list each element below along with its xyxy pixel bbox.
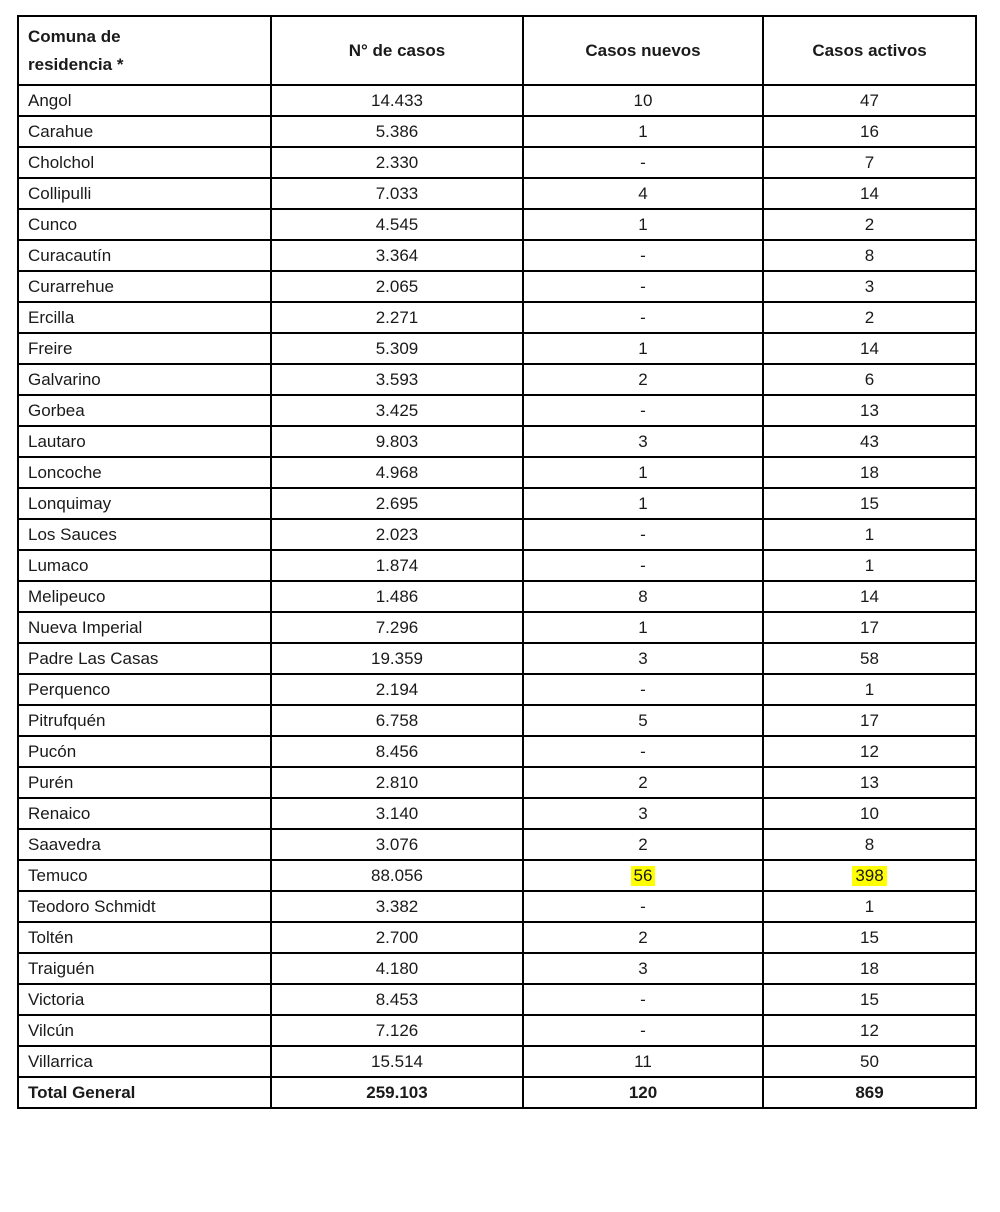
value-cell: 3 [523,953,763,984]
value-cell: 4 [523,178,763,209]
value-cell: 259.103 [271,1077,523,1108]
value-cell: 11 [523,1046,763,1077]
table-row [18,767,976,798]
value-cell: 1 [523,116,763,147]
value-cell: 8.453 [271,984,523,1015]
value-cell: 2.194 [271,674,523,705]
value-cell: 43 [763,426,976,457]
value-cell: 12 [763,736,976,767]
comuna-cell: Loncoche [18,457,271,488]
comuna-cell: Galvarino [18,364,271,395]
value-cell: 10 [763,798,976,829]
value-cell: 18 [763,953,976,984]
value-cell: 7.033 [271,178,523,209]
cases-table [17,15,977,1109]
value-cell: - [523,984,763,1015]
comuna-cell: Los Sauces [18,519,271,550]
table-row [18,1015,976,1046]
value-cell: 19.359 [271,643,523,674]
value-cell: 2 [523,364,763,395]
value-cell: 15 [763,922,976,953]
highlighted-value: 56 [631,866,656,886]
value-cell: 3.076 [271,829,523,860]
comuna-cell: Collipulli [18,178,271,209]
value-cell: 47 [763,85,976,116]
value-cell: 7 [763,147,976,178]
value-cell: 2 [763,302,976,333]
header-row [18,16,976,85]
value-cell: 15.514 [271,1046,523,1077]
header-cell-label: Comuna de residencia * [28,27,124,74]
table-row [18,426,976,457]
comuna-cell: Nueva Imperial [18,612,271,643]
comuna-cell: Gorbea [18,395,271,426]
table-row [18,302,976,333]
value-cell: 3.140 [271,798,523,829]
value-cell: 13 [763,395,976,426]
value-cell: 4.968 [271,457,523,488]
value-cell: 1.486 [271,581,523,612]
value-cell: 50 [763,1046,976,1077]
table-row [18,581,976,612]
value-cell: - [523,395,763,426]
comuna-cell: Teodoro Schmidt [18,891,271,922]
value-cell: 14 [763,178,976,209]
comuna-cell: Toltén [18,922,271,953]
value-cell: 17 [763,612,976,643]
table-row [18,798,976,829]
value-cell: 9.803 [271,426,523,457]
table-row [18,85,976,116]
value-cell [523,860,763,891]
table-row [18,860,976,891]
comuna-cell: Cunco [18,209,271,240]
header-cell: N° de casos [271,16,523,85]
comuna-cell: Traiguén [18,953,271,984]
table-row [18,922,976,953]
comuna-cell: Curacautín [18,240,271,271]
table-row [18,705,976,736]
value-cell: 7.296 [271,612,523,643]
table-row [18,240,976,271]
value-cell: 1 [523,209,763,240]
comuna-cell: Purén [18,767,271,798]
value-cell: - [523,240,763,271]
value-cell: 88.056 [271,860,523,891]
comuna-cell: Vilcún [18,1015,271,1046]
comuna-cell: Carahue [18,116,271,147]
table-row [18,395,976,426]
value-cell: - [523,674,763,705]
value-cell: 1 [763,550,976,581]
value-cell: 14.433 [271,85,523,116]
value-cell: - [523,519,763,550]
comuna-cell: Cholchol [18,147,271,178]
value-cell: 12 [763,1015,976,1046]
value-cell: 5.386 [271,116,523,147]
value-cell: 3 [523,798,763,829]
table-row [18,736,976,767]
table-row [18,116,976,147]
value-cell: 120 [523,1077,763,1108]
table-row [18,271,976,302]
value-cell: 8.456 [271,736,523,767]
value-cell: 3.425 [271,395,523,426]
comuna-cell: Curarrehue [18,271,271,302]
header-cell: Casos activos [763,16,976,85]
value-cell: 3.593 [271,364,523,395]
value-cell: 13 [763,767,976,798]
value-cell: 2.700 [271,922,523,953]
value-cell: 5.309 [271,333,523,364]
value-cell: - [523,271,763,302]
value-cell: 2.023 [271,519,523,550]
value-cell: 1 [763,519,976,550]
value-cell: 58 [763,643,976,674]
table-row [18,643,976,674]
value-cell: 6 [763,364,976,395]
table-row [18,829,976,860]
value-cell: 2 [523,767,763,798]
table-row [18,147,976,178]
value-cell: 2 [763,209,976,240]
value-cell: 17 [763,705,976,736]
value-cell: 3.382 [271,891,523,922]
value-cell: 3 [523,643,763,674]
value-cell: 3 [763,271,976,302]
value-cell: 6.758 [271,705,523,736]
value-cell: 2 [523,829,763,860]
value-cell: 4.545 [271,209,523,240]
value-cell: 8 [523,581,763,612]
comuna-cell: Lautaro [18,426,271,457]
table-row [18,488,976,519]
value-cell: 14 [763,581,976,612]
highlighted-value: 398 [852,866,886,886]
value-cell: 15 [763,488,976,519]
comuna-cell: Freire [18,333,271,364]
value-cell: 1 [763,891,976,922]
value-cell: 1 [763,674,976,705]
comuna-cell: Padre Las Casas [18,643,271,674]
header-cell [18,16,271,85]
value-cell: - [523,550,763,581]
value-cell: 4.180 [271,953,523,984]
value-cell: 2 [523,922,763,953]
comuna-cell: Pucón [18,736,271,767]
value-cell: 1.874 [271,550,523,581]
table-row [18,333,976,364]
table-row [18,984,976,1015]
value-cell: 2.271 [271,302,523,333]
value-cell: 2.330 [271,147,523,178]
header-cell: Casos nuevos [523,16,763,85]
value-cell: 1 [523,333,763,364]
value-cell: 16 [763,116,976,147]
value-cell: 3.364 [271,240,523,271]
comuna-cell: Lonquimay [18,488,271,519]
table-row [18,1046,976,1077]
table-row [18,953,976,984]
table-row [18,209,976,240]
value-cell: 2.810 [271,767,523,798]
table-row [18,364,976,395]
value-cell: - [523,1015,763,1046]
table-row [18,178,976,209]
value-cell: - [523,302,763,333]
value-cell: 8 [763,829,976,860]
value-cell: - [523,147,763,178]
comuna-cell: Temuco [18,860,271,891]
value-cell: 1 [523,457,763,488]
total-row [18,1077,976,1108]
value-cell: 1 [523,612,763,643]
value-cell: 10 [523,85,763,116]
value-cell: 18 [763,457,976,488]
value-cell: 3 [523,426,763,457]
value-cell: - [523,891,763,922]
comuna-cell: Ercilla [18,302,271,333]
comuna-cell: Saavedra [18,829,271,860]
comuna-cell: Renaico [18,798,271,829]
table-body [18,85,976,1108]
comuna-cell: Angol [18,85,271,116]
table-row [18,674,976,705]
value-cell: 7.126 [271,1015,523,1046]
comuna-cell: Perquenco [18,674,271,705]
comuna-cell: Villarrica [18,1046,271,1077]
table-row [18,457,976,488]
value-cell: 869 [763,1077,976,1108]
comuna-cell: Total General [18,1077,271,1108]
table-row [18,612,976,643]
value-cell: - [523,736,763,767]
comuna-cell: Pitrufquén [18,705,271,736]
value-cell [763,860,976,891]
value-cell: 2.695 [271,488,523,519]
table-row [18,519,976,550]
value-cell: 1 [523,488,763,519]
value-cell: 5 [523,705,763,736]
value-cell: 8 [763,240,976,271]
value-cell: 14 [763,333,976,364]
value-cell: 2.065 [271,271,523,302]
comuna-cell: Melipeuco [18,581,271,612]
comuna-cell: Lumaco [18,550,271,581]
table-row [18,550,976,581]
table-row [18,891,976,922]
comuna-cell: Victoria [18,984,271,1015]
value-cell: 15 [763,984,976,1015]
